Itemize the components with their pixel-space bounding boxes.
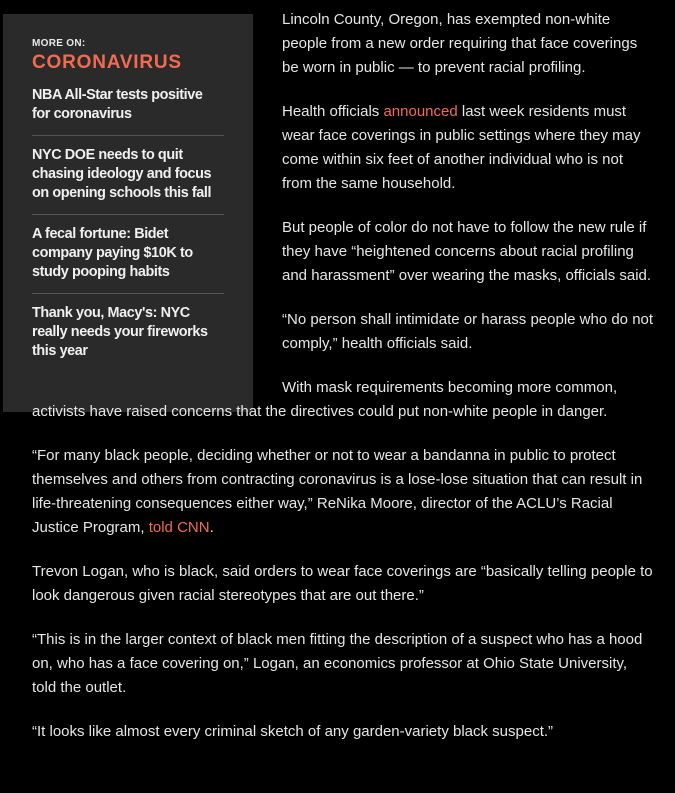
- paragraph-text: “For many black people, deciding whether or not to wear a bandanna in public to protect themselves and others from contracting coronavirus is a lose-lose situation that can result in life-threatening consequences either way,” ReNika Moore, director of the ACLU’s Racial Justice Program,: [32, 447, 643, 536]
- article-paragraph: [32, 376, 654, 424]
- related-story-link[interactable]: A fecal fortune: Bidet company paying $10K to study pooping habits: [32, 226, 193, 280]
- article-body: [32, 8, 654, 764]
- article-paragraph: Lincoln County, Oregon, has exempted non-white people from a new order requiring that face coverings be worn in public — to prevent racial profiling.: [282, 11, 638, 76]
- paragraph-text: With mask requirements becoming more common, activists have raised concerns that the directives could put non-white people in danger.: [32, 379, 618, 420]
- article-paragraph: [282, 100, 654, 196]
- related-story-link[interactable]: NBA All-Star tests positive for coronavirus: [32, 87, 203, 122]
- article-paragraph: “It looks like almost every criminal sketch of any garden-variety black suspect.”: [32, 723, 554, 740]
- article-paragraph: Trevon Logan, who is black, said orders to wear face coverings are “basically telling people to look dangerous given racial stereotypes that are out there.”: [32, 563, 653, 604]
- paragraph-text: .: [209, 519, 214, 536]
- related-story-link[interactable]: NYC DOE needs to quit chasing ideology and focus on opening schools this fall: [32, 147, 212, 201]
- paragraph-text: last week residents must wear face coverings in public settings where they may come within six feet of another individual who is not from the same household.: [282, 103, 641, 192]
- announced-link[interactable]: announced: [383, 103, 458, 120]
- article-paragraph: But people of color do not have to follow the new rule if they have “heightened concerns about racial profiling and harassment” over wearing the masks, officials said.: [282, 219, 652, 284]
- article-paragraph: [32, 444, 654, 540]
- told-cnn-link[interactable]: told CNN: [148, 519, 210, 536]
- more-on-label: MORE ON:: [32, 38, 86, 49]
- topic-link-coronavirus[interactable]: CORONAVIRUS: [32, 52, 182, 73]
- article-paragraph: “No person shall intimidate or harass people who do not comply,” health officials said.: [282, 311, 654, 352]
- related-story-link[interactable]: Thank you, Macy's: NYC really needs your fireworks this year: [32, 305, 208, 359]
- article-paragraph: “This is in the larger context of black men fitting the description of a suspect who has a hood on, who has a face covering on,” Logan, an economics professor at Ohio State University, told the outlet.: [32, 631, 643, 696]
- paragraph-text: Health officials: [282, 103, 384, 120]
